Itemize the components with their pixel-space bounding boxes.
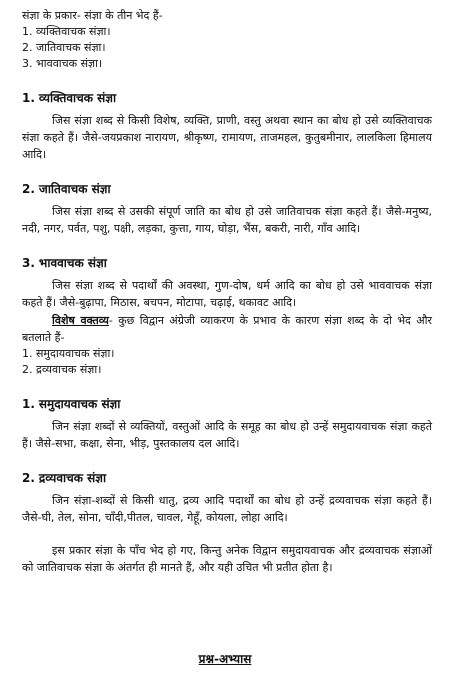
closing-paragraph: इस प्रकार संज्ञा के पाँच भेद हो गए, किन्तु अनेक विद्वान समुदायवाचक और द्रव्यवाचक संज्ञाओं को जातिवाचक संज्ञा के अंतर्गत ही मानते हैं, और यही उचित भी प्रतीत होता है। xyxy=(22,544,432,574)
section-paragraph: जिन संज्ञा-शब्दों से किसी धातु, द्रव्य आदि पदार्थों का बोध हो उन्हें द्रव्यवाचक संज्ञा कहते हैं। जैसे-घी, तेल, सोना, चाँदी,पीतल, चावल, गेहूँ, कोयला, लोहा आदि। xyxy=(22,494,432,524)
section-paragraph: जिस संज्ञा शब्द से किसी विशेष, व्यक्ति, प्राणी, वस्तु अथवा स्थान का बोध हो उसे व्यक्तिवाचक संज्ञा कहते हैं। जैसे-जयप्रकाश नारायण, श्रीकृष्ण, रामायण, ताजमहल, कुतुबमीनार, लालकिला हिमालय आदि। xyxy=(22,114,432,161)
section-title: व्यक्तिवाचक संज्ञा xyxy=(38,91,117,105)
section-paragraph: जिन संज्ञा शब्दों से व्यक्तियों, वस्तुओं आदि के समूह का बोध हो उन्हें समुदायवाचक संज्ञा कहते हैं। जैसे-सभा, कक्षा, सेना, भीड़, पुस्तकालय दल आदि। xyxy=(22,420,432,450)
section-heading xyxy=(22,90,432,106)
intro-list-item: 3. भाववाचक संज्ञा। xyxy=(22,57,103,70)
section-title: जातिवाचक संज्ञा xyxy=(38,182,111,196)
section-number: 1. xyxy=(22,397,35,411)
intro-list-item: 2. जातिवाचक संज्ञा। xyxy=(22,41,106,54)
section-title: समुदायवाचक संज्ञा xyxy=(38,397,121,411)
special-note-label: विशेष वक्तव्य xyxy=(52,314,109,327)
section-paragraph: जिस संज्ञा शब्द से उसकी संपूर्ण जाति का बोध हो उसे जातिवाचक संज्ञा कहते हैं। जैसे-मनुष्य, नदी, नगर, पर्वत, पशु, पक्षी, लड़का, कुत्ता, गाय, घोड़ा, भैंस, बकरी, नारी, गाँव आदि। xyxy=(22,205,432,235)
section-number: 1. xyxy=(22,91,35,105)
section-number: 2. xyxy=(22,182,35,196)
section-title: द्रव्यवाचक संज्ञा xyxy=(38,471,107,485)
intro-text: संज्ञा के प्रकार- संज्ञा के तीन भेद हैं- xyxy=(22,9,163,22)
note-list-item: 2. द्रव्यवाचक संज्ञा। xyxy=(22,363,102,376)
section-heading xyxy=(22,255,432,271)
intro-list-item: 1. व्यक्तिवाचक संज्ञा। xyxy=(22,25,111,38)
section-number: 2. xyxy=(22,471,35,485)
section-title: भाववाचक संज्ञा xyxy=(38,256,107,270)
special-note-text: - कुछ विद्वान अंग्रेजी व्याकरण के प्रभाव के कारण संज्ञा शब्द के दो भेद और बतलाते हैं- xyxy=(22,314,432,344)
section-heading xyxy=(22,181,432,197)
exercise-heading: प्रश्न-अभ्यास xyxy=(198,652,252,666)
section-heading xyxy=(22,470,432,486)
section-number: 3. xyxy=(22,256,35,270)
section-paragraph: जिस संज्ञा शब्द से पदार्थों की अवस्था, गुण-दोष, धर्म आदि का बोध हो उसे भाववाचक संज्ञा कहते हैं। जैसे-बुढ़ापा, मिठास, बचपन, मोटापा, चढ़ाई, थकावट आदि। xyxy=(22,279,432,309)
special-note xyxy=(22,312,432,346)
section-heading xyxy=(22,396,432,412)
note-list-item: 1. समुदायवाचक संज्ञा। xyxy=(22,347,115,360)
